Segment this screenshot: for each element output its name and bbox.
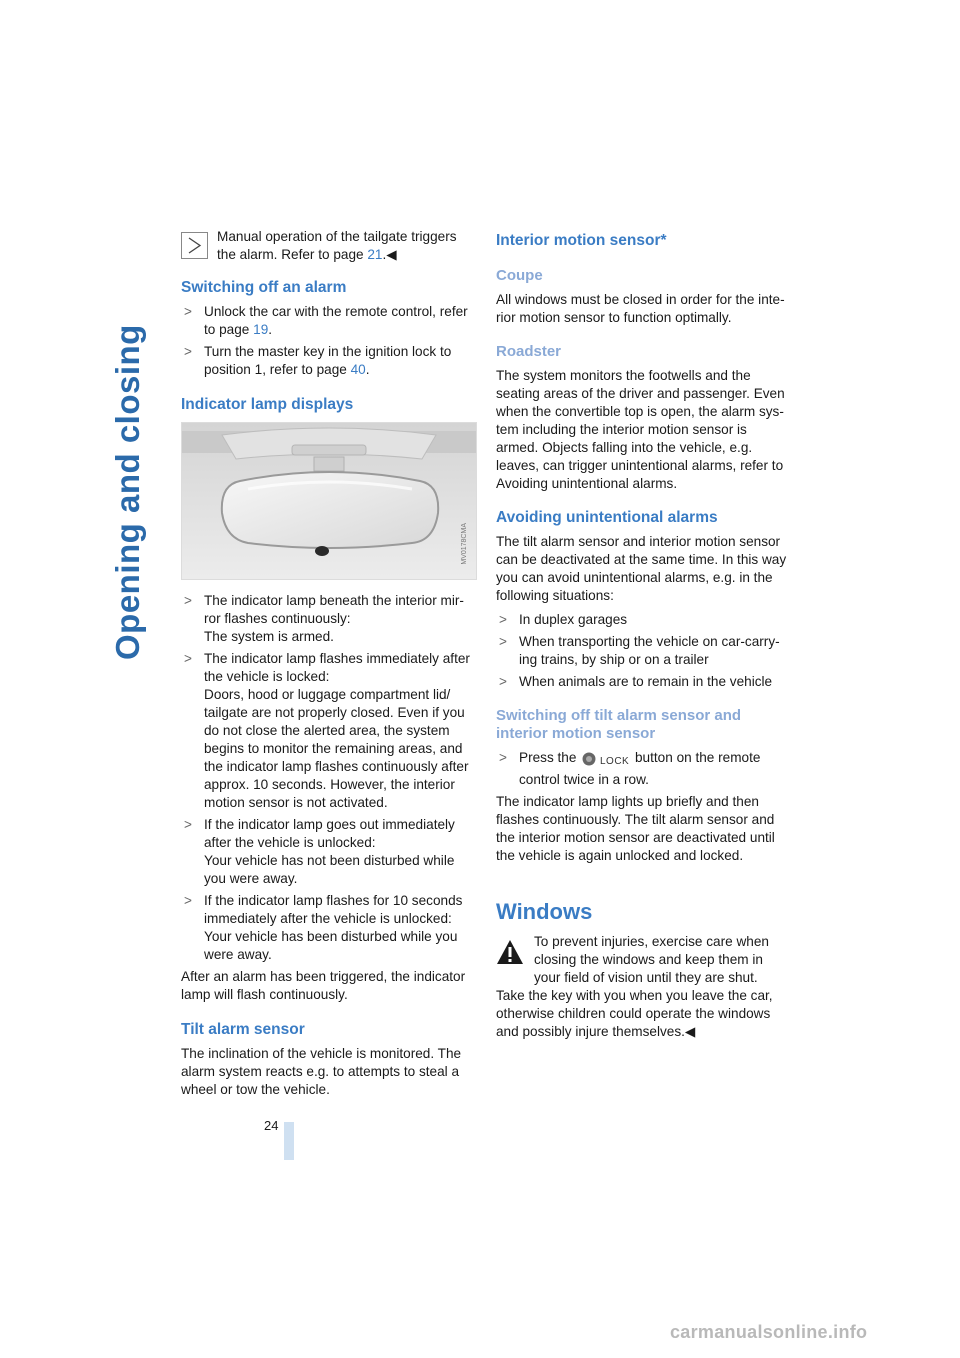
right-column xyxy=(496,228,791,1047)
note-end: .◀ xyxy=(382,247,397,262)
chapter-side-title xyxy=(104,230,156,660)
roadster-text: The system monitors the footwells and the seating areas of the driver and passenger. Even when the convertible top is open, the alarm sys-tem including the interior motion sensor is armed. Objects falling into the vehicle, e.g. leaves, can trigger unintentional alarms, refer to Avoiding unintentional alarms. xyxy=(496,368,785,491)
heading-switching-off-alarm: Switching off an alarm xyxy=(181,279,347,296)
item-end: . xyxy=(268,322,273,337)
left-column xyxy=(181,228,476,1105)
lock-button-icon xyxy=(582,751,629,771)
item-text: The indicator lamp flashes immediately after the vehicle is locked: xyxy=(204,651,470,684)
warning-text: To prevent injuries, exercise care when closing the windows and keep them in your field of vision until they are shut. xyxy=(534,934,769,985)
list-item: > Turn the master key in the ignition lock to position 1, refer to page 40. xyxy=(184,344,452,377)
item-text: When animals are to remain in the vehicle xyxy=(519,674,773,689)
page-link-21[interactable]: 21 xyxy=(367,247,383,262)
mirror-photo xyxy=(181,422,477,580)
item-text: Unlock the car with the remote control, refer to page xyxy=(204,304,468,337)
lock-label: LOCK xyxy=(599,756,630,767)
note-triangle-icon xyxy=(181,232,208,259)
heading-windows: Windows xyxy=(496,899,593,924)
after-alarm-text: After an alarm has been triggered, the indicator lamp will flash continuously. xyxy=(181,969,466,1002)
avoid-text: The tilt alarm sensor and interior motion sensor can be deactivated at the same time. In this way you can avoid unintentional alarms, e.g. in the following situations: xyxy=(496,534,787,603)
item-text: If the indicator lamp goes out immediately after the vehicle is unlocked: xyxy=(204,817,455,850)
tilt-text: The inclination of the vehicle is monitored. The alarm system reacts e.g. to attempts to steal a wheel or tow the vehicle. xyxy=(181,1046,462,1097)
warning-text-2: Take the key with you when you leave the car, otherwise children could operate the windows and possibly injure themselves.◀ xyxy=(496,988,773,1039)
list-item: > In duplex garages xyxy=(499,612,628,627)
list-item: > When transporting the vehicle on car-carry-ing trains, by ship or on a trailer xyxy=(499,634,780,667)
page-number: 24 xyxy=(264,1118,279,1133)
item-text: In duplex garages xyxy=(519,612,628,627)
list-item: > Unlock the car with the remote control, refer to page 19. xyxy=(184,304,468,337)
heading-coupe: Coupe xyxy=(496,267,543,284)
item-result: Your vehicle has been disturbed while you were away. xyxy=(204,929,458,962)
list-item: > Press the LOCK button on the remote control twice in a row. xyxy=(499,750,761,787)
item-text: When transporting the vehicle on car-carry-ing trains, by ship or on a trailer xyxy=(519,634,780,667)
press-text-end: button on the remote control twice in a row. xyxy=(519,750,761,787)
list-item: > When animals are to remain in the vehicle xyxy=(499,674,773,689)
item-text: The indicator lamp beneath the interior mir-ror flashes continuously: xyxy=(204,593,464,626)
note-tailgate xyxy=(181,228,476,268)
watermark-footer: carmanualsonline.info xyxy=(670,1322,868,1342)
item-result: Doors, hood or luggage compartment lid/ tailgate are not properly closed. Even if you do not close the alerted area, the system begins to monitor the remaining areas, and the indicator lamp flashes continuously after approx. 10 seconds. However, the interior motion sensor is not activated. xyxy=(204,687,469,810)
heading-interior-motion: Interior motion sensor* xyxy=(496,232,667,249)
heading-tilt-alarm: Tilt alarm sensor xyxy=(181,1021,305,1038)
heading-indicator-lamp: Indicator lamp displays xyxy=(181,396,354,413)
rearview-mirror-image xyxy=(182,423,476,579)
page-bar xyxy=(284,1122,294,1160)
photo-code: MV0178CMA xyxy=(461,523,468,565)
item-result: Your vehicle has not been disturbed while you were away. xyxy=(204,853,455,886)
warning-triangle-icon xyxy=(496,939,524,965)
list-item: > If the indicator lamp goes out immediately after the vehicle is unlocked: Your vehicle has not been disturbed while you were away. xyxy=(184,817,455,886)
coupe-text: All windows must be closed in order for the inte-rior motion sensor to function optimally. xyxy=(496,292,785,325)
lamp-text: The indicator lamp lights up briefly and then flashes continuously. The tilt alarm sensor and the interior motion sensor are deactivated until the vehicle is again unlocked and locked. xyxy=(496,794,775,863)
list-item: > If the indicator lamp flashes for 10 seconds immediately after the vehicle is unlocked: Your vehicle has been disturbed while you were away. xyxy=(184,893,463,962)
item-end: . xyxy=(365,362,370,377)
page-link-19[interactable]: 19 xyxy=(253,322,269,337)
heading-roadster: Roadster xyxy=(496,343,562,360)
warning-windows xyxy=(496,933,791,987)
list-item: > The indicator lamp beneath the interior mir-ror flashes continuously: The system is armed. xyxy=(184,593,464,644)
page-link-40[interactable]: 40 xyxy=(350,362,366,377)
chapter-title-text: Opening and closing xyxy=(109,324,146,660)
heading-avoiding-alarms: Avoiding unintentional alarms xyxy=(496,509,718,526)
item-text: Turn the master key in the ignition lock to position 1, refer to page xyxy=(204,344,452,377)
note-text: Manual operation of the tailgate triggers the alarm. Refer to page xyxy=(217,229,457,262)
item-result: The system is armed. xyxy=(204,629,334,644)
heading-switch-off-tilt: Switching off tilt alarm sensor and interior motion sensor xyxy=(496,707,742,742)
item-text: If the indicator lamp flashes for 10 seconds immediately after the vehicle is unlocked: xyxy=(204,893,463,926)
press-text: Press the xyxy=(519,750,577,765)
list-item: > The indicator lamp flashes immediately after the vehicle is locked: Doors, hood or luggage compartment lid/ tailgate are not properly closed. Even if you do not close the alerted area, the system begins to monitor the remaining areas, and the indicator lamp flashes continuously after approx. 10 seconds. However, the interior motion sensor is not activated. xyxy=(184,651,470,810)
